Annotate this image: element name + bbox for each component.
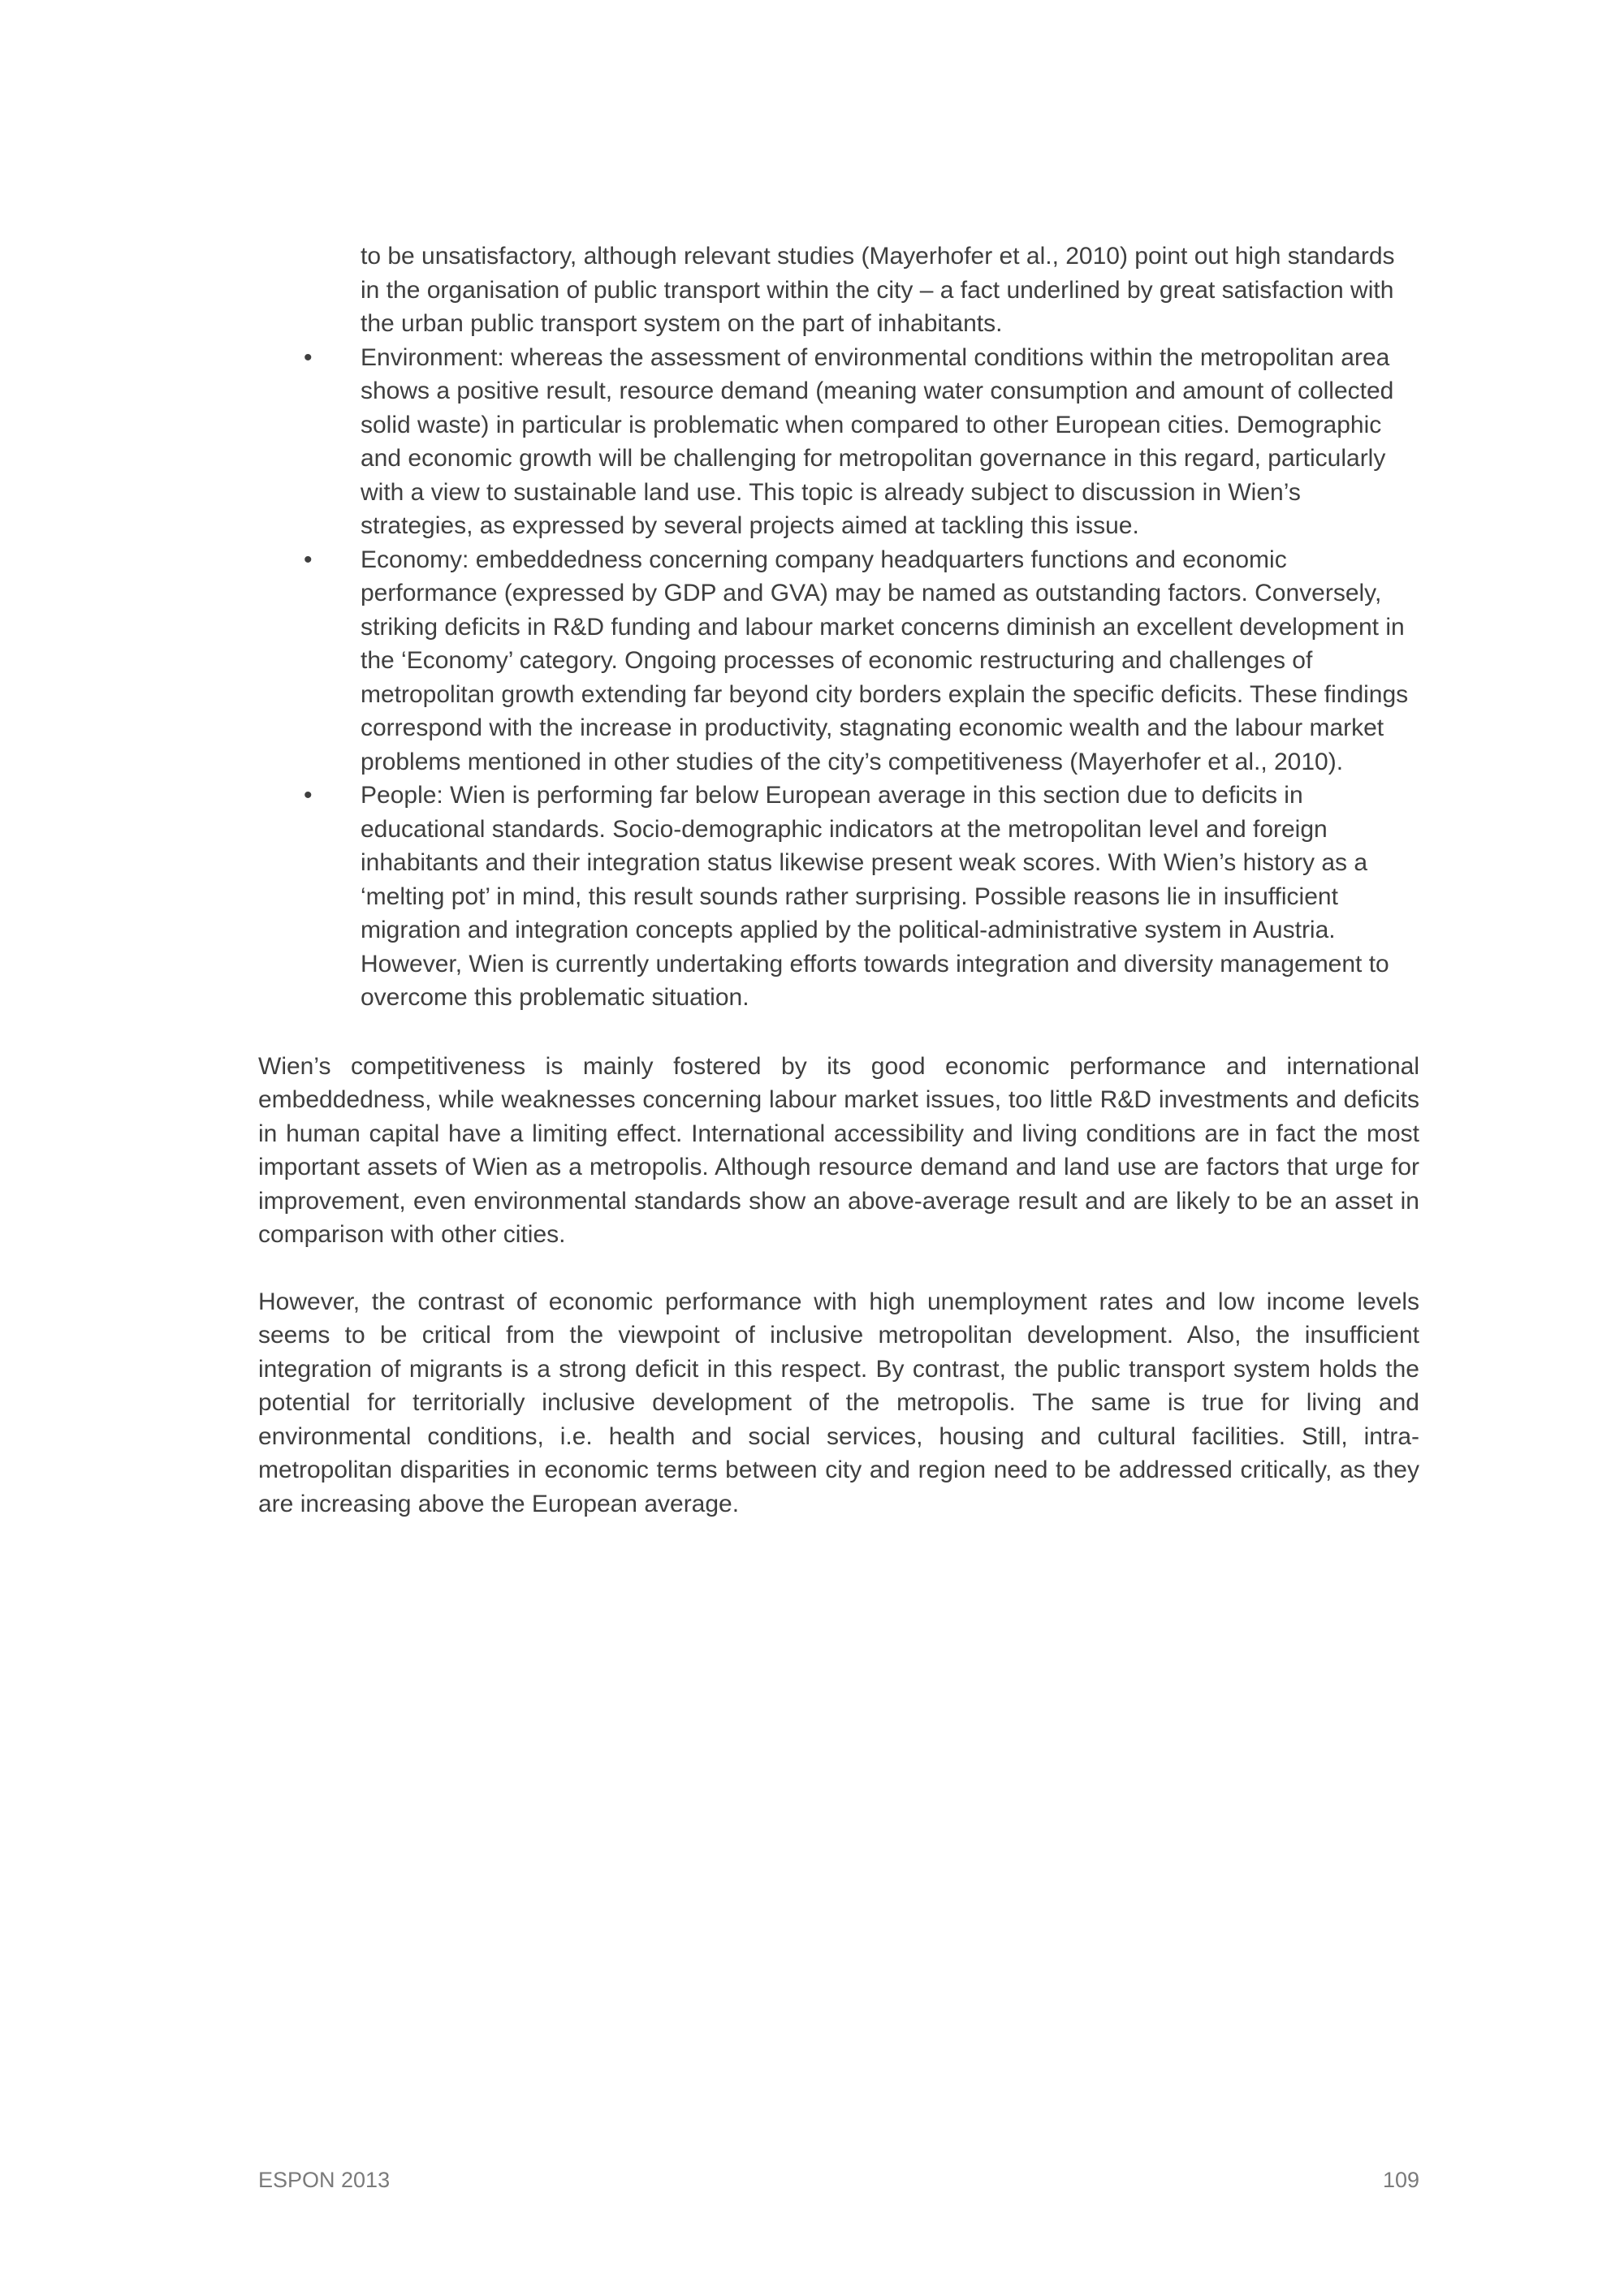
bullet-dot-icon: •	[304, 343, 313, 371]
body-text	[258, 240, 1419, 1521]
bullet-list	[258, 240, 1419, 1015]
list-item-environment	[258, 341, 1419, 543]
bullet-dot-icon: •	[304, 782, 313, 809]
list-item-text: Environment: whereas the assessment of environmental conditions within the metropolitan area shows a positive result, resource demand (meaning water consumption and amount of collected solid waste) in particular is problematic when compared to other European cities. Demographic and economic growth will be challenging for metropolitan governance in this regard, particularly with a view to sustainable land use. This topic is already subject to discussion in Wien’s strategies, as expressed by several projects aimed at tackling this issue.	[361, 343, 1394, 539]
footer-publication: ESPON 2013	[258, 2168, 391, 2192]
list-item-text: Economy: embeddedness concerning company headquarters functions and economic performance (expressed by GDP and GVA) may be named as outstanding factors. Conversely, striking deficits in R&D funding and labour market concerns diminish an excellent development in the ‘Economy’ category. Ongoing processes of economic restructuring and challenges of metropolitan growth extending far beyond city borders explain the specific deficits. These findings correspond with the increase in productivity, stagnating economic wealth and the labour market problems mentioned in other studies of the city’s competitiveness (Mayerhofer et al., 2010).	[361, 546, 1409, 775]
list-item-people	[258, 779, 1419, 1015]
bullet-dot-icon: •	[304, 546, 313, 573]
paragraph-competitiveness: Wien’s competitiveness is mainly fostered by its good economic performance and international embeddedness, while weaknesses concerning labour market issues, too little R&D investments and deficits in human capital have a limiting effect. International accessibility and living conditions are in fact the most important assets of Wien as a metropolis. Although resource demand and land use are factors that urge for improvement, even environmental standards show an above-average result and are likely to be an asset in comparison with other cities.	[258, 1052, 1419, 1248]
list-item-text: People: Wien is performing far below European average in this section due to deficits in educational standards. Socio-demographic indicators at the metropolitan level and foreign inhabitants and their integration status likewise present weak scores. With Wien’s history as a ‘melting pot’ in mind, this result sounds rather surprising. Possible reasons lie in insufficient migration and integration concepts applied by the political-administrative system in Austria. However, Wien is currently undertaking efforts towards integration and diversity management to overcome this problematic situation.	[361, 782, 1389, 1011]
list-item-text: to be unsatisfactory, although relevant studies (Mayerhofer et al., 2010) point out high standards in the organisation of public transport within the city – a fact underlined by great satisfaction with the urban public transport system on the part of inhabitants.	[361, 243, 1395, 337]
list-item-economy	[258, 543, 1419, 779]
page-number: 109	[1382, 2168, 1419, 2192]
paragraph-inclusive-development: However, the contrast of economic performance with high unemployment rates and low income levels seems to be critical from the viewpoint of inclusive metropolitan development. Also, the insufficient integration of migrants is a strong deficit in this respect. By contrast, the public transport system holds the potential for territorially inclusive development of the metropolis. The same is true for living and environmental conditions, i.e. health and social services, housing and cultural facilities. Still, intra-metropolitan disparities in economic terms between city and region need to be addressed critically, as they are increasing above the European average.	[258, 1288, 1419, 1517]
list-item-continued	[258, 240, 1419, 341]
